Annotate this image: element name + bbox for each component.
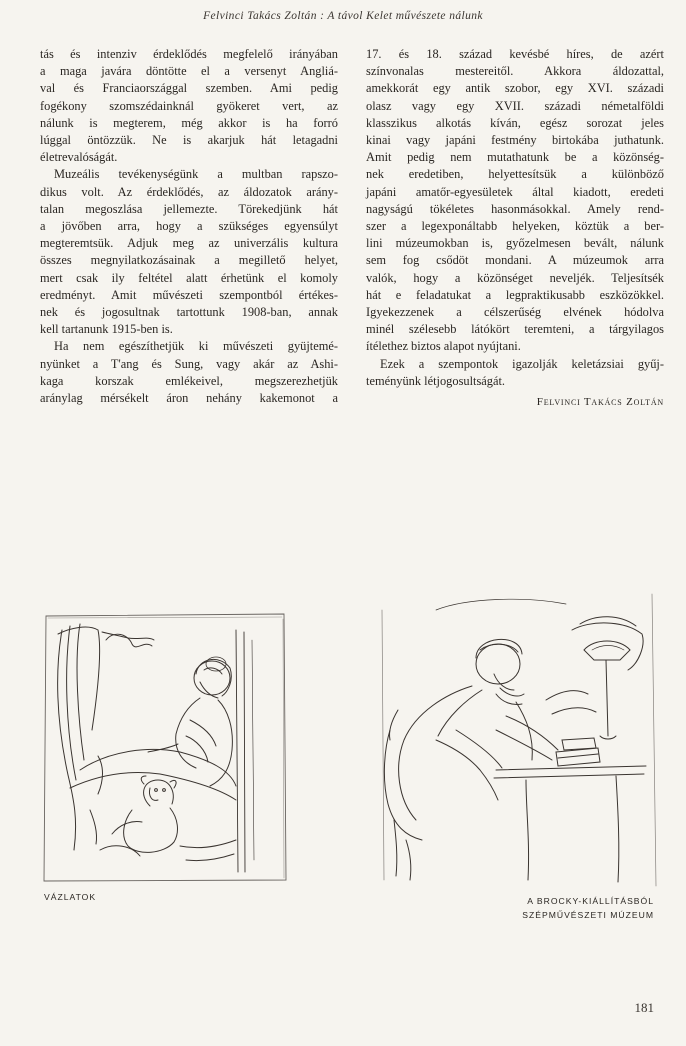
text-line: nyünket a T'ang és Sung, vagy akár az Ashi- [40,356,338,371]
paragraph-3 [40,338,338,407]
text-line: fogékony szomszédainknál gyökeret vert, az [40,98,338,113]
figure-caption-right-line1: A BROCKY-KIÁLLÍTÁSBÓL [527,896,654,906]
text-line: nek és jogosultnak tartottunk 1908-ban, annak [40,305,338,320]
text-line: eredményt. Amit művészeti szempontból értékes- [40,287,338,302]
text-line: nek eredetiben, helyettesítsük a különböző [366,167,664,182]
figure-caption-left: VÁZLATOK [44,892,97,902]
sketch-woman-reading [376,590,662,890]
text-line: kaga korszak emlékeivel, megszerezhetjük [40,373,338,388]
text-line: életrevalóságát. [40,150,118,165]
text-line: sem fog csődöt mondani. A múzeumok arra [366,253,664,268]
sketch-woman-with-dog [40,610,290,885]
author-signature: Felvinci Takács Zoltán [536,396,664,409]
text-line: 17. és 18. század kevésbé híres, de azért [366,47,664,61]
text-line: val és Franciaországgal szemben. Ami pedig [40,81,338,96]
text-line: minél szélesebb látókört teremteni, a tárgyilagos [366,322,664,337]
figure-caption-right-line2: SZÉPMŰVÉSZETI MÚZEUM [522,910,654,920]
left-column [40,46,338,407]
text-line: dikus volt. Az érdeklődés, az áldozatok arány- [40,184,338,199]
page-number: 181 [634,1000,654,1015]
text-line: kell tartanunk 1915-ben is. [40,322,173,337]
text-line: lini múzeumokban is, győzelmesen bevált, nálunk [366,236,664,251]
text-line: Igyekezzenek a célszerűség elvének hódolva [366,305,664,320]
text-line: Amit pedig nem mutathatunk be a közönség- [366,150,664,165]
text-line: mert csak ily feltétel alatt érhetünk el komoly [40,270,338,285]
text-line: nálunk is megterem, még akkor is ha forró [40,115,338,130]
text-line: színvonalas mestereitől. Akkora áldozattal, [366,64,664,79]
paragraph-4 [366,46,664,356]
text-line: lúggal öntözzük. Ne is akarjuk hát letagadni [40,133,338,148]
text-line: hát e feladatukat a legpraktikusabb eszközökkel. [366,287,664,302]
running-header: Felvinci Takács Zoltán : A távol Kelet művészete nálunk [203,10,483,22]
text-line: kinai vagy japáni festmény birtokába juthatunk. [366,133,664,148]
text-line: szer a legexponáltabb helyeken, köztük a ber- [366,219,664,234]
text-line: teményünk létjogosultságát. [366,373,506,388]
text-line: ítélethez biztos alapot nyújtani. [366,339,521,354]
text-line: aránylag mérsékelt áron nehány kakemonot a [40,391,338,406]
text-line: a jövőben arra, hogy a szükséges egyensúlyt [40,219,338,234]
text-line: klasszikus alkotás kíván, egész sorozat jeles [366,115,664,130]
text-line: amekkorát egy antik szobor, egy XVI. századi [366,81,664,96]
text-line: Muzeális tevékenységünk a multban rapszo- [54,167,338,182]
text-line: a maga javára döntötte el a versenyt Angliá- [40,64,338,79]
text-line: Ezek a szempontok igazolják keletázsiai gyűj- [380,356,664,371]
text-line: nagyságú tökéletes hasonmásokkal. Amely rend- [366,201,664,216]
paragraph-5 [366,356,664,390]
text-line: olasz vagy egy XVII. századi németalföldi [366,98,664,113]
text-line: megteremtsük. Adjuk meg az univerzális kultura [40,236,338,251]
paragraph-1 [40,46,338,166]
text-line: összes megnyilatkozásainak a megillető helyet, [40,253,338,268]
text-line: tás és intenziv érdeklődés megfelelő irányában [40,47,338,61]
right-column [366,46,664,411]
paragraph-2 [40,166,338,338]
text-line: valók, hogy a közönséget neveljék. Teljesítsék [366,270,664,285]
text-line: japáni amatőr-egyesületek által kiadott, eredeti [366,184,664,199]
text-line: Ha nem egészíthetjük ki művészeti gyüjtemé- [54,339,338,354]
text-line: talan megoszlása jellemezte. Törekedjünk hát [40,201,338,216]
